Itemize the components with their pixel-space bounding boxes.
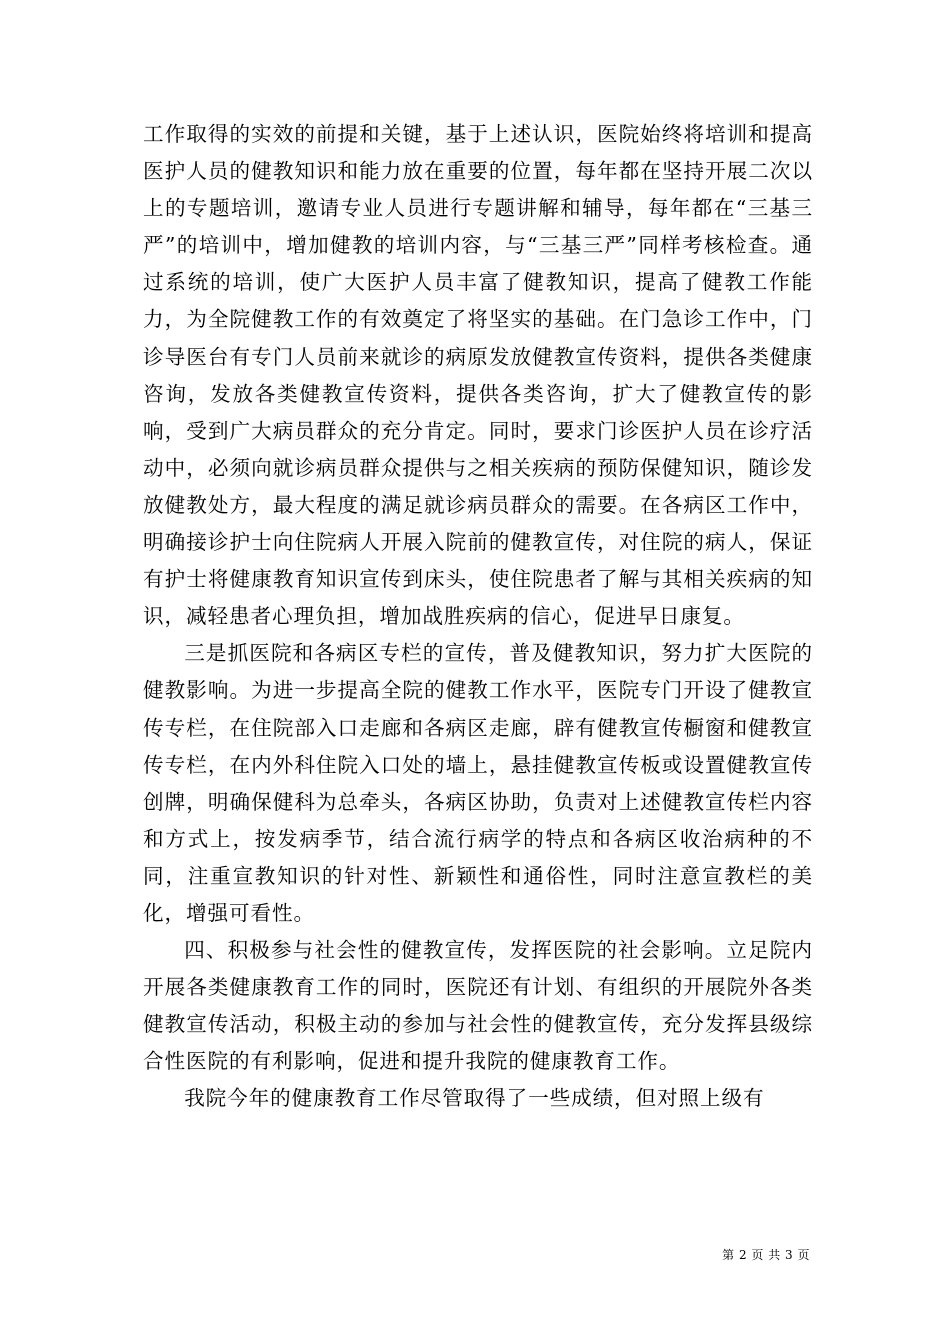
page-number: 第 2 页 共 3 页 xyxy=(722,1248,810,1262)
paragraph-3: 四、积极参与社会性的健教宣传，发挥医院的社会影响。立足院内开展各类健康教育工作的同时，医院还有计划、有组织的开展院外各类健教宣传活动，积极主动的参加与社会性的健教宣传，充分发挥县级综合性医院的有利影响，促进和提升我院的健康教育工作。 xyxy=(143,938,813,1074)
paragraph-2: 三是抓医院和各病区专栏的宣传，普及健教知识，努力扩大医院的健教影响。为进一步提高全院的健教工作水平，医院专门开设了健教宣传专栏，在住院部入口走廊和各病区走廊，辟有健教宣传橱窗和健教宣传专栏，在内外科住院入口处的墙上，悬挂健教宣传板或设置健教宣传创牌，明确保健科为总牵头，各病区协助，负责对上述健教宣传栏内容和方式上，按发病季节，结合流行病学的特点和各病区收治病种的不同，注重宣教知识的针对性、新颖性和通俗性，同时注意宣教栏的美化，增强可看性。 xyxy=(143,641,813,925)
paragraph-1: 工作取得的实效的前提和关键，基于上述认识，医院始终将培训和提高医护人员的健教知识和能力放在重要的位置，每年都在坚持开展二次以上的专题培训，邀请专业人员进行专题讲解和辅导，每年都在“三基三严”的培训中，增加健教的培训内容，与“三基三严”同样考核检查。通过系统的培训，使广大医护人员丰富了健教知识，提高了健教工作能力，为全院健教工作的有效奠定了将坚实的基础。在门急诊工作中，门诊导医台有专门人员前来就诊的病原发放健教宣传资料，提供各类健康咨询，发放各类健教宣传资料，提供各类咨询，扩大了健教宣传的影响，受到广大病员群众的充分肯定。同时，要求门诊医护人员在诊疗活动中，必须向就诊病员群众提供与之相关疾病的预防保健知识，随诊发放健教处方，最大程度的满足就诊病员群众的需要。在各病区工作中，明确接诊护士向住院病人开展入院前的健教宣传，对住院的病人，保证有护士将健康教育知识宣传到床头，使住院患者了解与其相关疾病的知识，减轻患者心理负担，增加战胜疾病的信心，促进早日康复。 xyxy=(143,122,813,629)
paragraph-4: 我院今年的健康教育工作尽管取得了一些成绩，但对照上级有 xyxy=(184,1086,765,1111)
document-body xyxy=(143,116,813,1118)
